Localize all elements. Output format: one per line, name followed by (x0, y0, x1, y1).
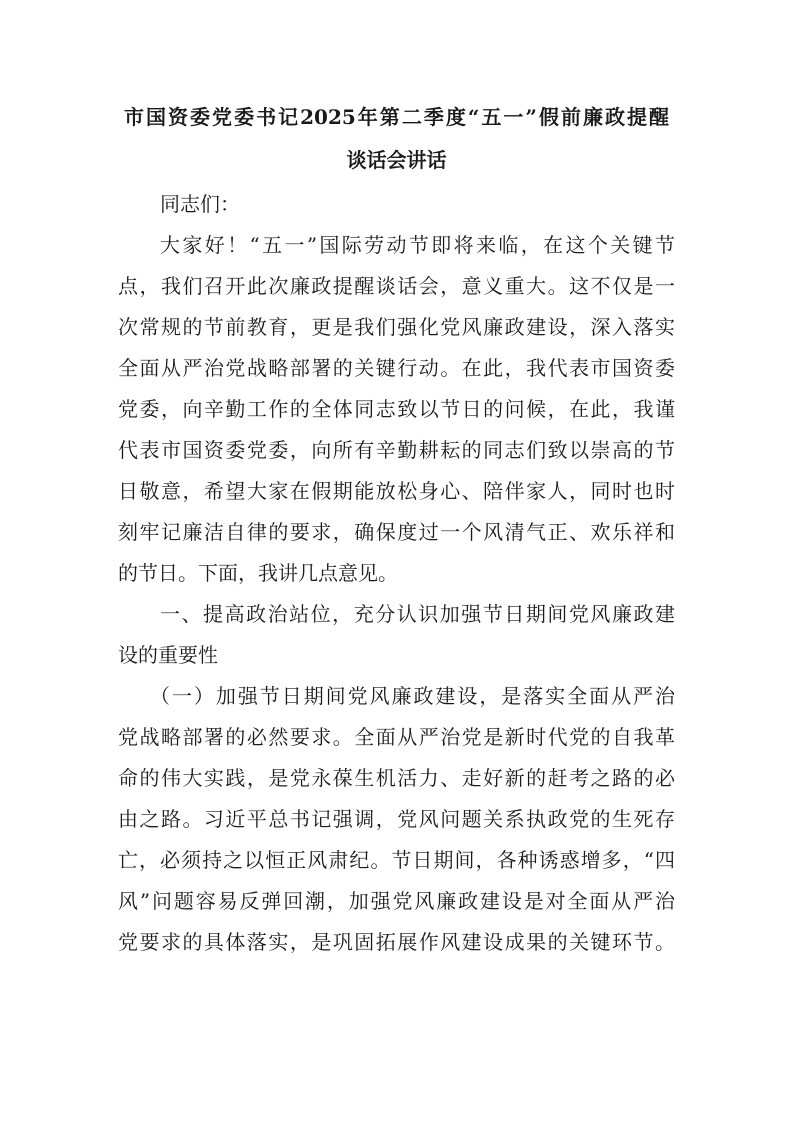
paragraph-line: 点，我们召开此次廉政提醒谈话会，意义重大。这不仅是一 (118, 274, 675, 298)
paragraph-line: 命的伟大实践，是党永葆生机活力、走好新的赶考之路的必 (118, 766, 675, 790)
paragraph-line: 党委，向辛勤工作的全体同志致以节日的问候，在此，我谨 (118, 397, 675, 421)
paragraph-line: 次常规的节前教育，更是我们强化党风廉政建设，深入落实 (118, 315, 675, 339)
paragraph-line: 大家好！“五一”国际劳动节即将来临，在这个关键节 (160, 233, 675, 257)
title-line: 市国资委党委书记2025年第二季度“五一”假前廉政提醒 (124, 105, 669, 129)
paragraph-line: 风”问题容易反弹回潮，加强党风廉政建设是对全面从严治 (118, 889, 675, 913)
document-title (124, 96, 669, 182)
title-line: 谈话会讲话 (346, 148, 447, 172)
paragraph-line: 代表市国资委党委，向所有辛勤耕耘的同志们致以崇高的节 (118, 438, 675, 462)
section-heading-line: 一、提高政治站位，充分认识加强节日期间党风廉政建 (160, 602, 675, 626)
document-body (118, 184, 675, 963)
paragraph-line: 由之路。习近平总书记强调，党风问题关系执政党的生死存 (118, 807, 675, 831)
paragraph-line: 亡，必须持之以恒正风肃纪。节日期间，各种诱惑增多，“四 (118, 848, 675, 872)
paragraph-line: 的节日。下面，我讲几点意见。 (118, 561, 398, 585)
paragraph-line: （一）加强节日期间党风廉政建设，是落实全面从严治 (150, 684, 675, 708)
salutation-line: 同志们： (160, 192, 240, 216)
paragraph-line: 党要求的具体落实，是巩固拓展作风建设成果的关键环节。 (118, 930, 675, 954)
paragraph-line: 刻牢记廉洁自律的要求，确保度过一个风清气正、欢乐祥和 (118, 520, 675, 544)
section-heading-line: 设的重要性 (118, 643, 218, 667)
paragraph-line: 日敬意，希望大家在假期能放松身心、陪伴家人，同时也时 (118, 479, 675, 503)
paragraph-line: 党战略部署的必然要求。全面从严治党是新时代党的自我革 (118, 725, 675, 749)
paragraph-line: 全面从严治党战略部署的关键行动。在此，我代表市国资委 (118, 356, 675, 380)
